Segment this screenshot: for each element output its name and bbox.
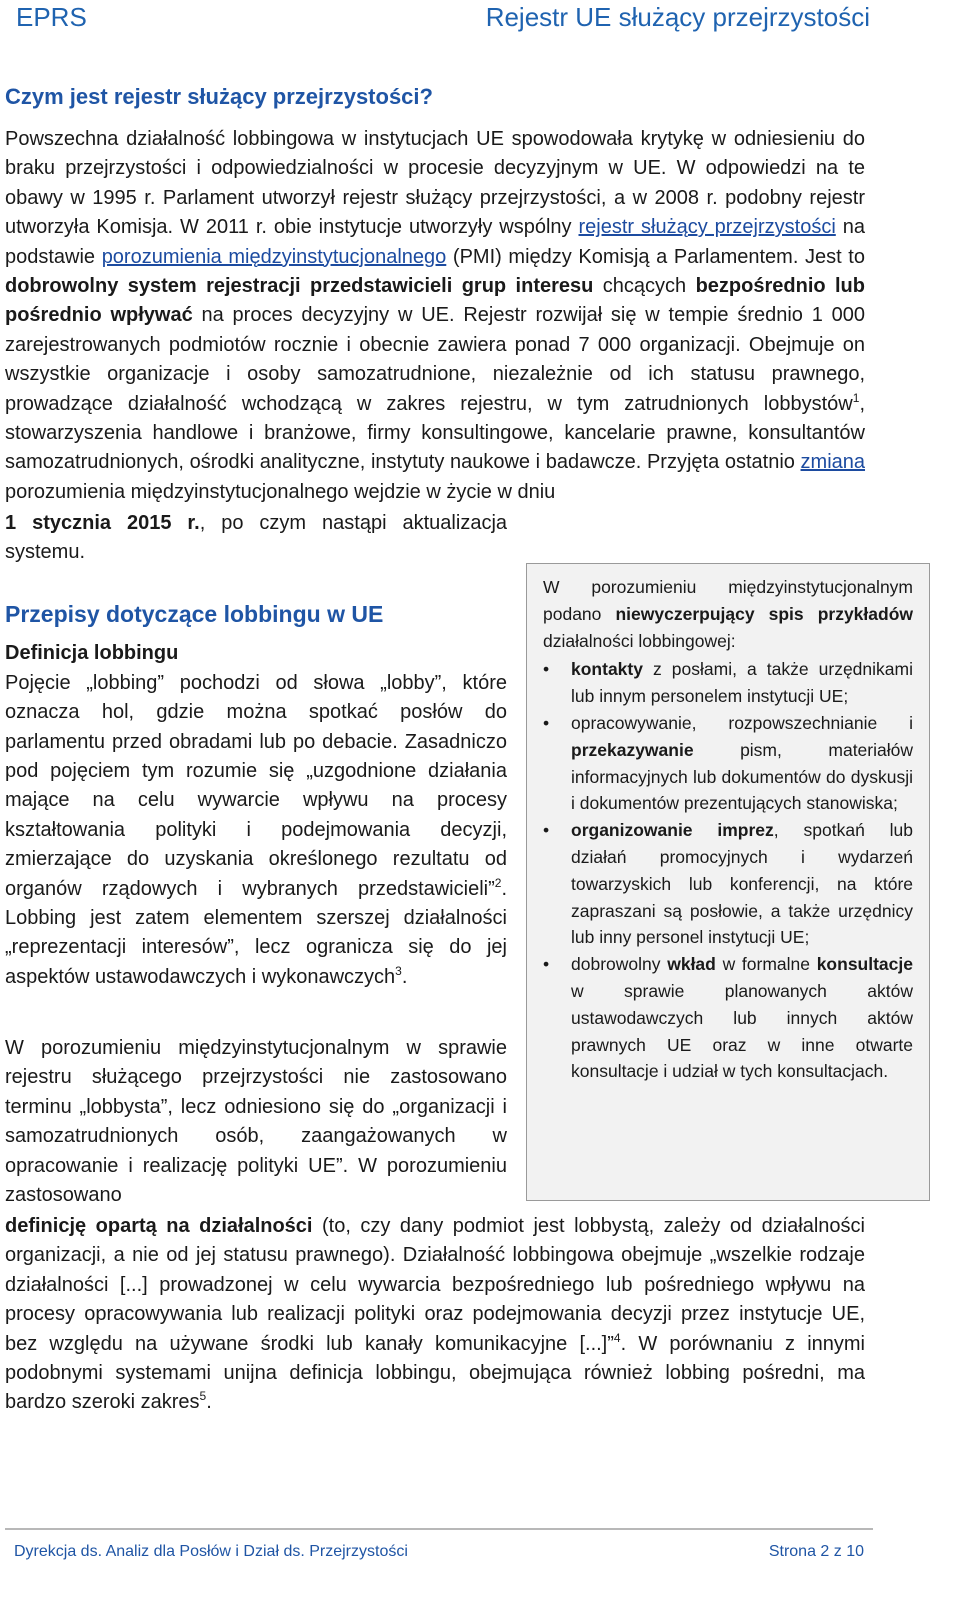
- transparency-register-link[interactable]: rejestr służący przejrzystości: [578, 216, 836, 239]
- left-column: [5, 512, 508, 992]
- intro-text-8: , po czym nastąpi aktualizacja systemu.: [5, 512, 508, 564]
- lobbying-examples-box: [526, 563, 930, 1201]
- definition-text-2: . Lobbing jest zatem elementem szerszej działalności „reprezentacji interesów”, lecz ogranicza się do jej aspektów ustawodawczych i wykonawczych: [5, 877, 507, 988]
- bullet-icon: •: [543, 954, 550, 975]
- list-item: [543, 817, 913, 951]
- header-document-title: Rejestr UE służący przejrzystości: [485, 2, 870, 32]
- footer-page-number: Strona 2 z 10: [768, 1543, 864, 1560]
- list-item-bold-2: konsultacje: [816, 954, 913, 975]
- agreement-text-1: W porozumieniu międzyinstytucjonalnym w sprawie rejestru służącego przejrzystości nie zastosowano terminu „lobbysta”, lecz odniesiono się do „organizacji i samozatrudnionych osób, zaangażowanych w opracowanie i realizację polityki UE”. W porozumieniu zastosowano: [5, 1037, 507, 1207]
- intro-text-6: , stowarzyszenia handlowe i branżowe, firmy konsultingowe, kancelarie prawne, konsultantów samozatrudnionych, ośrodki analityczne, instytuty naukowe i badawcze. Przyjęta ostatnio: [5, 392, 865, 474]
- box-intro: [543, 574, 913, 654]
- intro-bold-1: dobrowolny system rejestracji przedstawicieli grup interesu: [5, 275, 594, 298]
- agreement-paragraph: [5, 1037, 865, 1418]
- intro-bold-3: 1 stycznia 2015 r.: [5, 512, 200, 534]
- list-item-text: w sprawie planowanych aktów ustawodawczych lub innych aktów prawnych UE oraz w inne otwarte konsultacje i udział w tych konsultacjach.: [571, 980, 913, 1082]
- list-item-mid: w formalne: [715, 954, 817, 975]
- list-item-text: z posłami, a także urzędnikami lub innym personelem instytucji UE;: [571, 659, 913, 707]
- footnote-ref-3[interactable]: 3: [395, 963, 402, 978]
- intro-bold-2: bezpośrednio lub pośrednio wpływać: [5, 275, 865, 327]
- definition-subheading: Definicja lobbingu: [5, 642, 179, 665]
- list-item-text: pism, materiałów informacyjnych lub dokumentów do dyskusji i dokumentów prezentujących stanowiska;: [571, 739, 913, 814]
- list-item: [543, 656, 913, 710]
- box-list: [543, 656, 913, 1085]
- box-intro-bold: niewyczerpujący spis przykładów: [615, 603, 913, 624]
- intro-text-7: porozumienia międzyinstytucjonalnego wejdzie w życie w dniu: [5, 480, 556, 503]
- definition-paragraph: [5, 669, 507, 992]
- intro-text-3: (PMI) między Komisją a Parlamentem. Jest to: [452, 245, 865, 268]
- list-item-bold: organizowanie imprez: [571, 820, 774, 841]
- footnote-ref-2[interactable]: 2: [494, 875, 502, 890]
- list-item-pre: dobrowolny: [571, 954, 668, 975]
- agreement-bold: definicję opartą na działalności: [5, 1215, 313, 1237]
- agreement-text-3: . W porównaniu z innymi podobnymi systemami unijna definicja lobbingu, obejmująca również lobbing pośredni, ma bardzo szeroki zakres: [5, 1332, 865, 1414]
- agreement-paragraph-upper: [5, 1034, 507, 1210]
- bullet-icon: •: [543, 659, 550, 680]
- agreement-text-2: (to, czy dany podmiot jest lobbystą, zależy od działalności organizacji, a nie od jej statusu prawnego). Działalność lobbingowa obejmuje „wszelkie rodzaje działalności [...] prowadzonej w celu wywarcia bezpośredniego lub pośredniego wpływu na procesy opracowywania lub realizacji polityki oraz podejmowania decyzji przez instytucje UE, bez względu na używane środki lub kanały komunikacyjne [...]”: [5, 1215, 865, 1355]
- interinstitutional-agreement-link[interactable]: porozumienia międzyinstytucjonalnego: [101, 245, 447, 268]
- page-header: [0, 0, 960, 36]
- intro-text-5: na proces decyzyjny w UE. Rejestr rozwijał się w tempie średnio 1 000 zarejestrowanych podmiotów rocznie i obecnie zawiera ponad 7 000 organizacji. Obejmuje on wszystkie organizacje i osoby samozatrudnione, niezależnie od ich statusu prawnego, prowadzące działalność wchodzącą w zakres rejestru, w tym zatrudnionych lobbystów: [5, 304, 865, 415]
- agreement-text-4: .: [206, 1391, 212, 1414]
- list-item-pre: opracowywanie, rozpowszechnianie i: [571, 712, 913, 733]
- footnote-ref-5[interactable]: 5: [199, 1389, 207, 1404]
- definition-text-1: Pojęcie „lobbing” pochodzi od słowa „lobby”, które oznacza hol, gdzie można spotkać posłów do parlamentu przed obradami lub po debacie. Zasadniczo pod pojęciem tym rozumie się „uzgodnione działania mające na celu wywarcie wpływu na procesy kształtowania polityki i podejmowania decyzji, zmierzające do uzyskania określonego rezultatu od organów rządowych i wybranych przedstawicieli”: [5, 671, 507, 900]
- header-org-label: EPRS: [16, 2, 87, 32]
- intro-text-4: chcących: [602, 275, 687, 298]
- footer-department: Dyrekcja ds. Analiz dla Posłów i Dział ds. Przejrzystości: [14, 1543, 408, 1560]
- bullet-icon: •: [543, 820, 550, 841]
- intro-text-1: Powszechna działalność lobbingowa w instytucjach UE spowodowała krytykę w odniesieniu do braku przejrzystości i odpowiedzialności w procesie decyzyjnym w UE. W odpowiedzi na te obawy w 1995 r. Parlament utworzył rejestr służący przejrzystości, a w 2008 r. podobny rejestr utworzyła Komisja. W 2011 r. obie instytucje utworzyły wspólny: [5, 128, 865, 239]
- list-item-bold: kontakty: [571, 659, 643, 680]
- intro-text-2: na podstawie: [5, 216, 865, 268]
- list-item-text: , spotkań lub działań promocyjnych i wydarzeń towarzyskich lub konferencji, na które zapraszani są posłowie, a także urzędnicy lub inny personel instytucji UE;: [571, 820, 913, 948]
- definition-text-3: .: [401, 965, 408, 988]
- list-item-bold: przekazywanie: [571, 739, 694, 760]
- box-intro-text-2: działalności lobbingowej:: [543, 630, 736, 651]
- section-heading: Przepisy dotyczące lobbingu w UE: [5, 601, 384, 627]
- bullet-icon: •: [543, 712, 550, 733]
- footer-divider: [5, 1528, 873, 1530]
- box-intro-text-1: W porozumieniu międzyinstytucjonalnym podano: [543, 577, 913, 624]
- footnote-ref-4[interactable]: 4: [613, 1330, 621, 1345]
- footnote-ref-1[interactable]: 1: [852, 390, 860, 405]
- list-item: [543, 710, 913, 817]
- list-item-bold: wkład: [667, 954, 716, 975]
- list-item: [543, 951, 913, 1085]
- amendment-link[interactable]: zmiana: [800, 451, 866, 474]
- intro-paragraph: [5, 125, 865, 507]
- intro-heading: Czym jest rejestr służący przejrzystości?: [5, 84, 433, 109]
